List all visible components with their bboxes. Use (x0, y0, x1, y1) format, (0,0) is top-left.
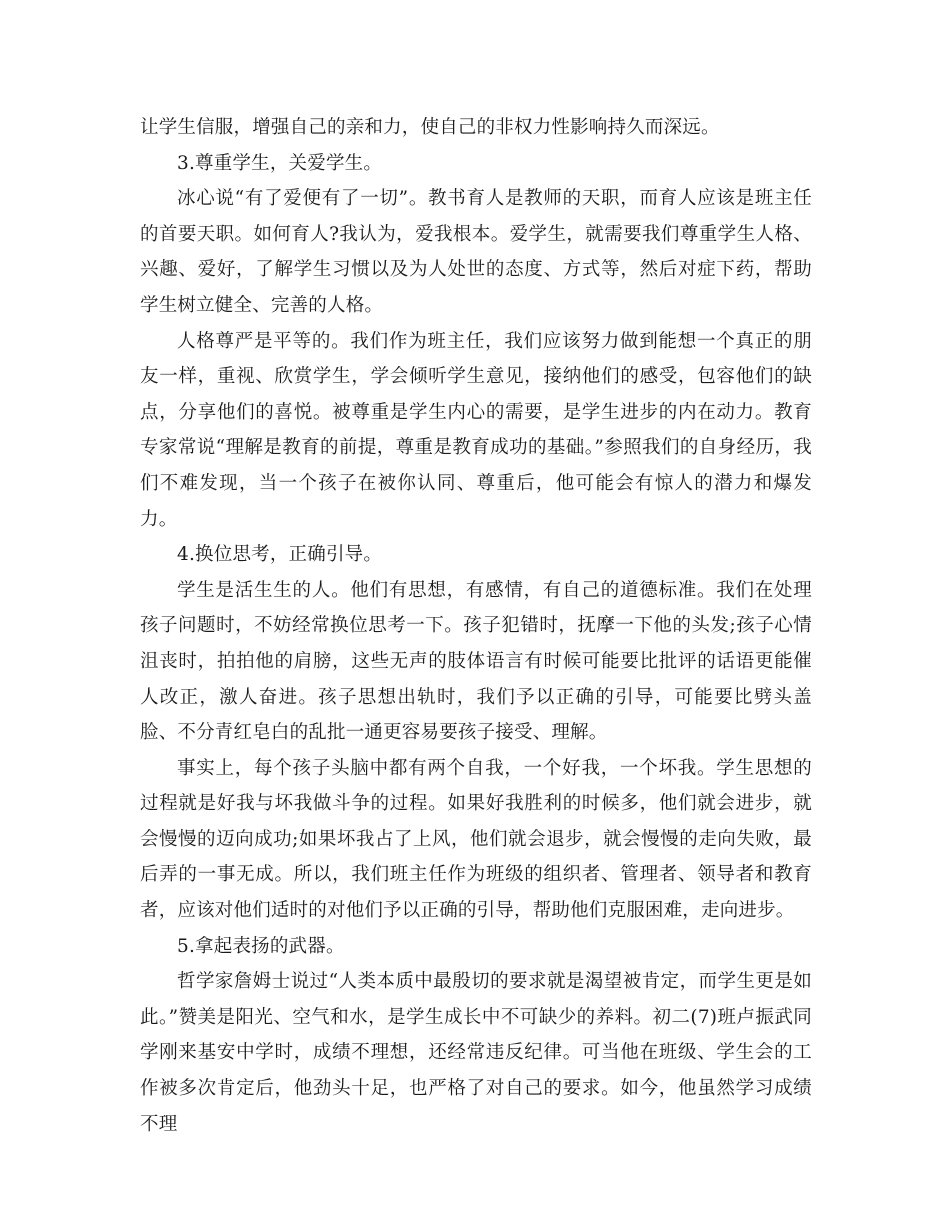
paragraph: 人格尊严是平等的。我们作为班主任，我们应该努力做到能想一个真正的朋友一样，重视、欣赏学生，学会倾听学生意见，接纳他们的感受，包容他们的缺点，分享他们的喜悦。被尊重是学生内心的需要，是学生进步的内在动力。教育专家常说“理解是教育的前提，尊重是教育成功的基础。”参照我们的自身经历，我们不难发现，当一个孩子在被你认同、尊重后，他可能会有惊人的潜力和爆发力。 (140, 330, 812, 530)
paragraph: 冰心说“有了爱便有了一切”。教书育人是教师的天职，而育人应该是班主任的首要天职。如何育人?我认为，爱我根本。爱学生，就需要我们尊重学生人格、兴趣、爱好，了解学生习惯以及为人处世的态度、方式等，然后对症下药，帮助学生树立健全、完善的人格。 (140, 188, 812, 316)
paragraph: 学生是活生生的人。他们有思想，有感情，有自己的道德标准。我们在处理孩子问题时，不妨经常换位思考一下。孩子犯错时，抚摩一下他的头发;孩子心情沮丧时，拍拍他的肩膀，这些无声的肢体语言有时候可能要比批评的话语更能催人改正，激人奋进。孩子思想出轨时，我们予以正确的引导，可能要比劈头盖脸、不分青红皂白的乱批一通更容易要孩子接受、理解。 (140, 579, 812, 744)
section-heading-5: 5.拿起表扬的武器。 (177, 935, 345, 957)
paragraph: 哲学家詹姆士说过“人类本质中最殷切的要求就是渴望被肯定，而学生更是如此。”赞美是阳光、空气和水，是学生成长中不可缺少的养料。初二(7)班卢振武同学刚来基安中学时，成绩不理想，还经常违反纪律。可当他在班级、学生会的工作被多次肯定后，他劲头十足，也严格了对自己的要求。如今，他虽然学习成绩不理 (140, 971, 812, 1135)
section-heading-4: 4.换位思考，正确引导。 (177, 544, 383, 566)
document-body (140, 110, 812, 1142)
paragraph-continuation: 让学生信服，增强自己的亲和力，使自己的非权力性影响持久而深远。 (140, 117, 720, 138)
section-heading-3: 3.尊重学生，关爱学生。 (177, 152, 383, 174)
paragraph: 事实上，每个孩子头脑中都有两个自我，一个好我，一个坏我。学生思想的过程就是好我与坏我做斗争的过程。如果好我胜利的时候多，他们就会进步，就会慢慢的迈向成功;如果坏我占了上风，他们就会退步，就会慢慢的走向失败，最后弄的一事无成。所以，我们班主任作为班级的组织者、管理者、领导者和教育者，应该对他们适时的对他们予以正确的引导，帮助他们克服困难，走向进步。 (140, 757, 812, 922)
